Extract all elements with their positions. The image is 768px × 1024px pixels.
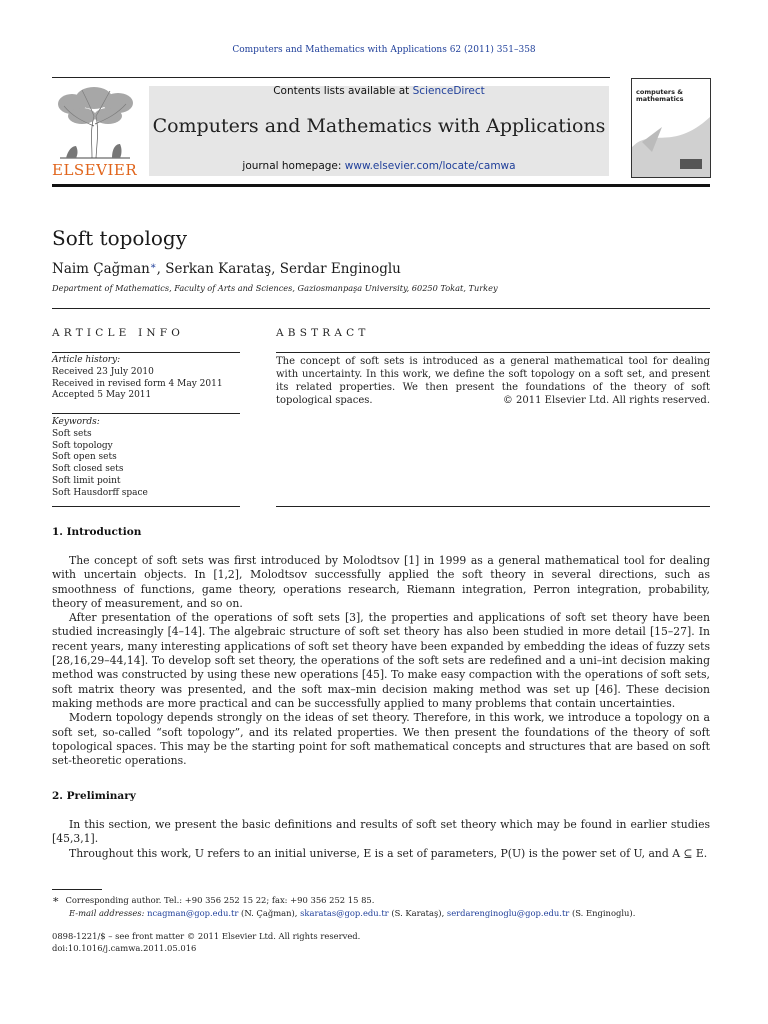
cover-title-line2: mathematics bbox=[636, 95, 684, 103]
email-owner: (N. Çağman), bbox=[238, 908, 301, 918]
abstract-copyright: © 2011 Elsevier Ltd. All rights reserved. bbox=[502, 395, 710, 406]
section-heading-preliminary: 2. Preliminary bbox=[52, 790, 136, 802]
journal-cover-thumbnail bbox=[631, 78, 711, 178]
paragraph: Throughout this work, U refers to an initial universe, E is a set of parameters, P(U) is the power set of U, and A ⊆ E. bbox=[69, 846, 708, 860]
header-top-rule bbox=[52, 77, 610, 78]
abstract-rule bbox=[276, 506, 710, 507]
author-name: Naim Çağman bbox=[52, 261, 150, 277]
article-info-heading: ARTICLE INFO bbox=[52, 327, 185, 339]
keyword: Soft Hausdorff space bbox=[52, 487, 148, 498]
preliminary-body bbox=[52, 818, 710, 861]
header-bottom-rule bbox=[52, 184, 710, 187]
sciencedirect-link[interactable]: ScienceDirect bbox=[412, 85, 485, 97]
footnote-corresponding bbox=[52, 894, 374, 907]
email-link[interactable]: ncagman@gop.edu.tr bbox=[147, 908, 239, 918]
section-divider bbox=[52, 308, 710, 309]
keywords bbox=[52, 417, 242, 500]
history-accepted: Accepted 5 May 2011 bbox=[52, 390, 152, 401]
email-owner: (S. Karataş), bbox=[388, 908, 447, 918]
footnote-rule bbox=[52, 889, 102, 890]
email-link[interactable]: serdarenginoglu@gop.edu.tr bbox=[446, 908, 570, 918]
paragraph: After presentation of the operations of soft sets [3], the properties and applications of soft set theory have been studied increasingly [4–14]. The algebraic structure of soft set theory has also been studied in more detail [15–27]. In recent years, many interesting applications of soft set theory have been expanded by embedding the ideas of fuzzy sets [28,16,29–44,14]. To develop soft set theory, the operations of the soft sets are redefined and a uni–int decision making method was constructed by using these new operations [45]. To make easy compaction with the operations of soft sets, soft matrix theory was presented, and the soft max–min decision making method was set up [46]. These decision making methods are more practical and can be successfully applied to many problems that contain uncertainties. bbox=[52, 611, 710, 710]
cover-title-line1: computers & bbox=[636, 88, 683, 96]
doi-link[interactable]: doi:10.1016/j.camwa.2011.05.016 bbox=[52, 943, 197, 953]
keywords-label: Keywords: bbox=[52, 417, 100, 427]
keyword: Soft topology bbox=[52, 440, 113, 451]
paragraph: Modern topology depends strongly on the ideas of set theory. Therefore, in this work, we introduce a topology on a soft set, so-called “soft topology”, and its related properties. We then present the foundations of the theory of soft topological spaces. This may be the starting point for soft mathematical concepts and structures that are based on soft set-theoretic operations. bbox=[52, 711, 710, 768]
keyword: Soft closed sets bbox=[52, 464, 124, 475]
footnote-marker: ∗ bbox=[52, 893, 60, 906]
introduction-body bbox=[52, 554, 710, 768]
info-rule bbox=[52, 352, 240, 353]
article-history bbox=[52, 355, 242, 402]
info-rule bbox=[52, 506, 240, 507]
corresponding-author-note: Corresponding author. Tel.: +90 356 252 15 22; fax: +90 356 252 15 85. bbox=[65, 895, 375, 905]
issn-line: 0898-1221/$ – see front matter © 2011 Elsevier Ltd. All rights reserved. bbox=[52, 931, 361, 941]
paragraph: In this section, we present the basic definitions and results of soft set theory which may be found in earlier studies [45,3,1]. bbox=[52, 818, 710, 846]
keyword: Soft sets bbox=[52, 428, 92, 439]
author-names-rest: , Serkan Karataş, Serdar Enginoglu bbox=[156, 261, 401, 277]
journal-citation[interactable]: Computers and Mathematics with Applications 62 (2011) 351–358 bbox=[232, 45, 536, 55]
keyword: Soft open sets bbox=[52, 452, 117, 463]
history-revised: Received in revised form 4 May 2011 bbox=[52, 378, 223, 389]
cover-graphic-icon bbox=[632, 107, 710, 177]
author-list bbox=[52, 261, 401, 277]
section-heading-introduction: 1. Introduction bbox=[52, 526, 142, 538]
abstract-rule bbox=[276, 352, 710, 353]
affiliation: Department of Mathematics, Faculty of Arts and Sciences, Gaziosmanpaşa University, 60250 Tokat, Turkey bbox=[52, 283, 498, 293]
journal-homepage-line bbox=[149, 160, 609, 172]
email-owner: (S. Enginoglu). bbox=[569, 908, 636, 918]
info-rule bbox=[52, 413, 240, 414]
article-title: Soft topology bbox=[52, 226, 187, 250]
publisher-logo-text: ELSEVIER bbox=[52, 161, 138, 179]
paragraph: The concept of soft sets was first introduced by Molodtsov [1] in 1999 as a general mathematical tool for dealing with uncertain objects. In [1,2], Molodtsov successfully applied the soft theory in several directions, such as smoothness of functions, game theory, operations research, Riemann integration, Perron integration, probability, theory of measurement, and so on. bbox=[52, 554, 710, 610]
email-label: E-mail addresses: bbox=[69, 908, 145, 918]
contents-line bbox=[149, 85, 609, 97]
corresponding-author-marker[interactable]: ∗ bbox=[149, 261, 157, 272]
journal-name: Computers and Mathematics with Applications bbox=[152, 115, 606, 137]
email-link[interactable]: skaratas@gop.edu.tr bbox=[300, 908, 389, 918]
footnote-emails bbox=[69, 907, 635, 920]
history-label: Article history: bbox=[52, 355, 121, 365]
abstract-text: The concept of soft sets is introduced as a general mathematical tool for dealing with uncertainty. In this work, we define the soft topology on a soft set, and present its related properties. We then present the foundations of the theory of soft topological spaces. bbox=[276, 356, 710, 406]
homepage-link[interactable]: www.elsevier.com/locate/camwa bbox=[344, 160, 516, 172]
keyword: Soft limit point bbox=[52, 475, 121, 486]
contents-prefix: Contents lists available at bbox=[273, 85, 413, 97]
abstract-heading: ABSTRACT bbox=[276, 327, 370, 339]
history-received: Received 23 July 2010 bbox=[52, 366, 154, 377]
homepage-prefix: journal homepage: bbox=[242, 160, 345, 172]
